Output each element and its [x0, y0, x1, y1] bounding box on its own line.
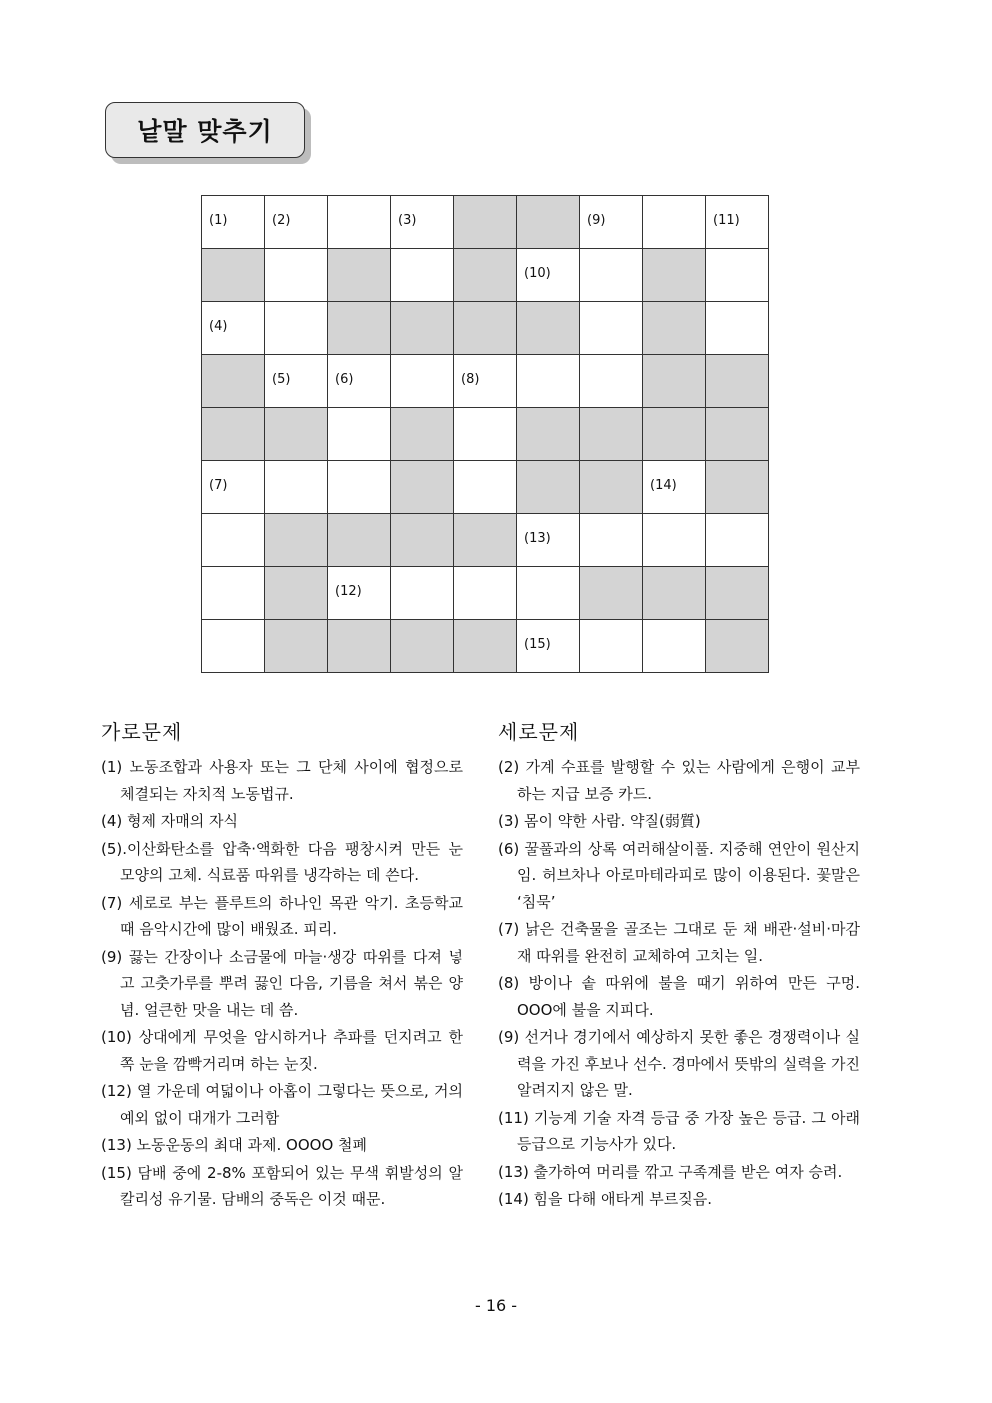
grid-cell[interactable]: [580, 514, 643, 567]
grid-cell-blocked: [202, 249, 265, 302]
grid-cell-blocked: [643, 408, 706, 461]
down-clue: (11) 기능계 기술 자격 등급 중 가장 높은 등급. 그 아래 등급으로 기능사가 있다.: [498, 1108, 860, 1153]
grid-cell-blocked: [328, 620, 391, 673]
grid-cell-blocked: [265, 514, 328, 567]
down-clue: (3) 몸이 약한 사람. 약질(弱質): [498, 812, 701, 830]
grid-cell-blocked: [517, 461, 580, 514]
across-clues-section: [101, 716, 463, 1214]
down-clue: (7) 낡은 건축물을 골조는 그대로 둔 채 배관·설비·마감재 따위를 완전히 교체하여 고치는 일.: [498, 920, 860, 965]
grid-cell[interactable]: [580, 249, 643, 302]
across-clue: (10) 상대에게 무엇을 암시하거나 추파를 던지려고 한쪽 눈을 깜빡거리며 하는 눈짓.: [101, 1028, 463, 1073]
cell-number: (3): [398, 213, 417, 228]
grid-row: [202, 461, 769, 514]
cell-number: (14): [650, 478, 677, 493]
crossword-grid: [201, 195, 769, 673]
grid-cell[interactable]: [517, 249, 580, 302]
grid-cell[interactable]: [517, 514, 580, 567]
grid-cell-blocked: [202, 408, 265, 461]
grid-cell-blocked: [643, 302, 706, 355]
grid-cell-blocked: [454, 249, 517, 302]
grid-cell[interactable]: [706, 196, 769, 249]
grid-cell[interactable]: [580, 196, 643, 249]
cell-number: (1): [209, 213, 228, 228]
grid-cell-blocked: [517, 302, 580, 355]
grid-cell-blocked: [328, 249, 391, 302]
across-clue: (4) 형제 자매의 자식: [101, 812, 238, 830]
down-clue: (2) 가계 수표를 발행할 수 있는 사람에게 은행이 교부하는 지급 보증 카드.: [498, 758, 860, 803]
grid-cell-blocked: [706, 461, 769, 514]
grid-cell-blocked: [391, 461, 454, 514]
grid-cell[interactable]: [328, 355, 391, 408]
cell-number: (2): [272, 213, 291, 228]
grid-cell[interactable]: [643, 514, 706, 567]
grid-cell[interactable]: [265, 196, 328, 249]
across-heading: 가로문제: [101, 720, 183, 744]
cell-number: (4): [209, 319, 228, 334]
grid-row: [202, 408, 769, 461]
grid-cell[interactable]: [643, 461, 706, 514]
grid-cell[interactable]: [202, 196, 265, 249]
grid-cell-blocked: [580, 461, 643, 514]
grid-cell-blocked: [391, 408, 454, 461]
grid-cell[interactable]: [454, 408, 517, 461]
grid-cell[interactable]: [580, 620, 643, 673]
cell-number: (11): [713, 213, 740, 228]
grid-cell-blocked: [517, 408, 580, 461]
grid-cell[interactable]: [517, 567, 580, 620]
across-clue: (5).이산화탄소를 압축·액화한 다음 팽창시켜 만든 눈 모양의 고체. 식료품 따위를 냉각하는 데 쓴다.: [101, 839, 463, 884]
grid-cell[interactable]: [706, 514, 769, 567]
grid-cell[interactable]: [706, 302, 769, 355]
down-clue: (13) 출가하여 머리를 깎고 구족계를 받은 여자 승려.: [498, 1162, 843, 1181]
grid-cell[interactable]: [643, 620, 706, 673]
down-heading: 세로문제: [498, 720, 580, 744]
grid-cell[interactable]: [706, 249, 769, 302]
grid-cell-blocked: [706, 567, 769, 620]
grid-cell[interactable]: [202, 514, 265, 567]
grid-cell[interactable]: [202, 567, 265, 620]
grid-cell-blocked: [706, 408, 769, 461]
grid-cell-blocked: [328, 302, 391, 355]
grid-cell[interactable]: [454, 461, 517, 514]
down-clue: (14) 힘을 다해 애타게 부르짖음.: [498, 1190, 713, 1208]
grid-cell-blocked: [643, 249, 706, 302]
grid-cell-blocked: [643, 567, 706, 620]
grid-row: [202, 514, 769, 567]
grid-cell-blocked: [265, 567, 328, 620]
grid-cell[interactable]: [328, 196, 391, 249]
across-clue: (7) 세로로 부는 플루트의 하나인 목관 악기. 초등학교때 음악시간에 많이 배웠죠. 피리.: [101, 893, 463, 938]
cell-number: (12): [335, 584, 362, 599]
grid-cell-blocked: [580, 408, 643, 461]
grid-cell[interactable]: [265, 249, 328, 302]
grid-cell-blocked: [202, 355, 265, 408]
grid-cell[interactable]: [643, 196, 706, 249]
grid-cell[interactable]: [202, 620, 265, 673]
grid-cell-blocked: [580, 567, 643, 620]
grid-cell[interactable]: [265, 461, 328, 514]
across-clue-list: [101, 754, 463, 1213]
across-clue: (13) 노동운동의 최대 과제. OOOO 철폐: [101, 1136, 368, 1154]
grid-cell[interactable]: [328, 408, 391, 461]
grid-row: [202, 355, 769, 408]
down-clue: (6) 꿀풀과의 상록 여러해살이풀. 지중해 연안이 원산지임. 허브차나 아로마테라피로 많이 이용된다. 꽃말은 ‘침묵’: [498, 839, 860, 911]
cell-number: (9): [587, 213, 606, 228]
grid-cell[interactable]: [580, 355, 643, 408]
down-clue-list: [498, 754, 860, 1213]
across-clue: (1) 노동조합과 사용자 또는 그 단체 사이에 협정으로 체결되는 자치적 노동법규.: [101, 758, 463, 803]
grid-cell-blocked: [706, 355, 769, 408]
grid-cell[interactable]: [265, 355, 328, 408]
grid-cell[interactable]: [391, 249, 454, 302]
grid-cell-blocked: [643, 355, 706, 408]
down-clues-section: [498, 716, 860, 1214]
grid-row: [202, 567, 769, 620]
title-banner: [105, 102, 305, 158]
grid-cell[interactable]: [454, 567, 517, 620]
grid-cell-blocked: [454, 196, 517, 249]
cell-number: (8): [461, 372, 480, 387]
grid-cell-blocked: [454, 620, 517, 673]
across-clue: (12) 열 가운데 여덟이나 아홉이 그렇다는 뜻으로, 거의 예외 없이 대개가 그러함: [101, 1082, 463, 1127]
across-clue: (15) 담배 중에 2-8% 포함되어 있는 무색 휘발성의 알칼리성 유기물. 담배의 중독은 이것 때문.: [101, 1163, 463, 1208]
down-clue: (8) 방이나 솥 따위에 불을 때기 위하여 만든 구멍. OOO에 불을 지피다.: [498, 974, 860, 1019]
grid-cell-blocked: [265, 620, 328, 673]
grid-cell[interactable]: [454, 355, 517, 408]
cell-number: (10): [524, 266, 551, 281]
grid-cell-blocked: [391, 302, 454, 355]
grid-cell[interactable]: [517, 355, 580, 408]
grid-cell-blocked: [706, 620, 769, 673]
grid-cell-blocked: [265, 408, 328, 461]
grid-cell[interactable]: [517, 620, 580, 673]
cell-number: (13): [524, 531, 551, 546]
page-title: 낱말 맞추기: [105, 102, 305, 158]
cell-number: (15): [524, 637, 551, 652]
down-clue: (9) 선거나 경기에서 예상하지 못한 좋은 경쟁력이나 실력을 가진 후보나 선수. 경마에서 뜻밖의 실력을 가진 알려지지 않은 말.: [498, 1028, 860, 1099]
grid-cell[interactable]: [328, 567, 391, 620]
page-number: - 16 -: [474, 1296, 518, 1315]
grid-cell-blocked: [328, 514, 391, 567]
cell-number: (7): [209, 478, 228, 493]
grid-row: [202, 302, 769, 355]
grid-cell-blocked: [454, 514, 517, 567]
across-clue: (9) 끓는 간장이나 소금물에 마늘·생강 따위를 다져 넣고 고춧가루를 뿌려 끓인 다음, 기름을 쳐서 볶은 양념. 얼큰한 맛을 내는 데 씀.: [101, 947, 463, 1019]
grid-cell[interactable]: [391, 355, 454, 408]
grid-cell[interactable]: [265, 302, 328, 355]
grid-cell[interactable]: [391, 196, 454, 249]
grid-row: [202, 196, 769, 249]
grid-cell[interactable]: [202, 302, 265, 355]
grid-cell[interactable]: [580, 302, 643, 355]
grid-cell-blocked: [391, 620, 454, 673]
grid-cell-blocked: [454, 302, 517, 355]
grid-row: [202, 249, 769, 302]
grid-cell[interactable]: [391, 567, 454, 620]
cell-number: (6): [335, 372, 354, 387]
grid-cell-blocked: [517, 196, 580, 249]
grid-row: [202, 620, 769, 673]
grid-cell-blocked: [391, 514, 454, 567]
cell-number: (5): [272, 372, 291, 387]
grid-cell[interactable]: [202, 461, 265, 514]
grid-cell[interactable]: [328, 461, 391, 514]
